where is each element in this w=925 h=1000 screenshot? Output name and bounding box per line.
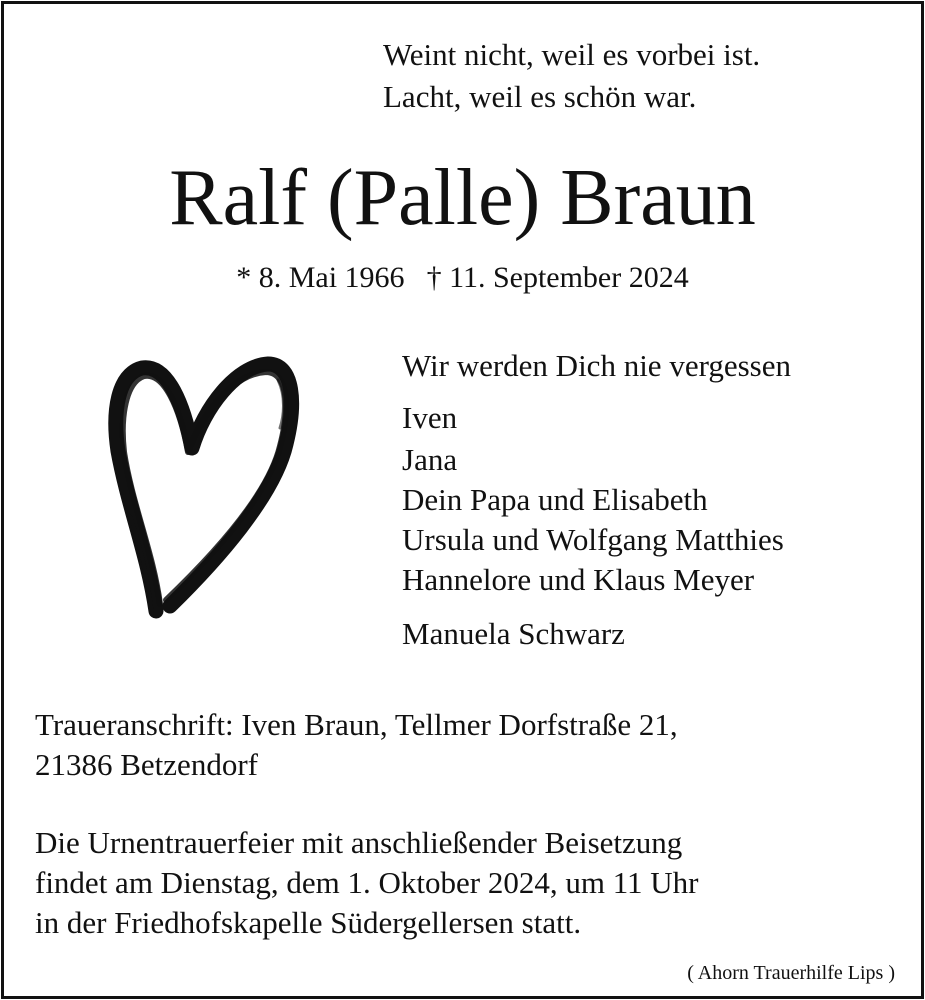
mourner-name: Hannelore und Klaus Meyer bbox=[402, 562, 755, 597]
quote-line-1: Weint nicht, weil es vorbei ist. bbox=[383, 37, 761, 72]
mourner-name: Ursula und Wolfgang Matthies bbox=[402, 522, 784, 557]
quote-line-2: Lacht, weil es schön war. bbox=[383, 79, 697, 114]
deceased-name: Ralf (Palle) Braun bbox=[169, 154, 756, 242]
death-date: † 11. September 2024 bbox=[426, 261, 689, 294]
life-dates bbox=[0, 258, 925, 298]
mourning-address bbox=[35, 705, 678, 785]
ceremony-line-3: in der Friedhofskapelle Südergellersen statt. bbox=[35, 905, 582, 940]
ceremony-notice bbox=[35, 823, 699, 943]
birth-date: * 8. Mai 1966 bbox=[236, 261, 405, 294]
funeral-home-credit: ( Ahorn Trauerhilfe Lips ) bbox=[687, 962, 895, 984]
mourner-name: Jana bbox=[402, 442, 458, 477]
mourner-name: Iven bbox=[402, 400, 458, 435]
mourners-heading: Wir werden Dich nie vergessen bbox=[402, 348, 791, 383]
ceremony-line-2: findet am Dienstag, dem 1. Oktober 2024, um 11 Uhr bbox=[35, 865, 699, 900]
mourner-name: Dein Papa und Elisabeth bbox=[402, 482, 708, 517]
mourner-name: Manuela Schwarz bbox=[402, 616, 625, 651]
address-line-2: 21386 Betzendorf bbox=[35, 747, 258, 782]
heart-icon bbox=[108, 356, 303, 626]
quote bbox=[383, 34, 760, 118]
address-line-1: Traueranschrift: Iven Braun, Tellmer Dorfstraße 21, bbox=[35, 707, 678, 742]
ceremony-line-1: Die Urnentrauerfeier mit anschließender Beisetzung bbox=[35, 825, 683, 860]
